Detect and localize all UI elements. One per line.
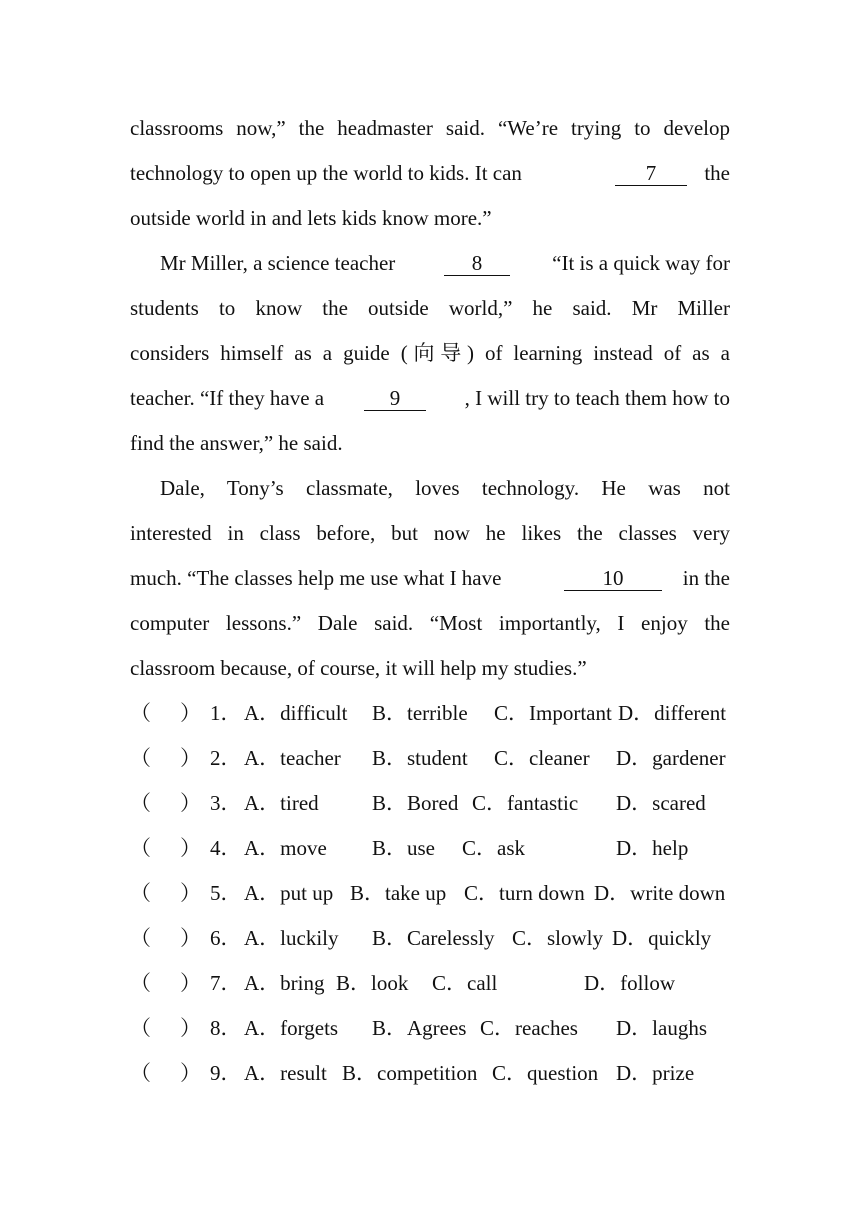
option-b: B．Carelessly	[372, 926, 495, 950]
question-number: 9．	[210, 1061, 242, 1085]
passage-text: Mr Miller, a science teacher	[160, 251, 396, 275]
passage-text: in the	[682, 566, 730, 590]
answer-paren-open: （	[130, 746, 151, 770]
question-row	[130, 878, 740, 908]
option-d: D．gardener	[616, 746, 726, 770]
question-row	[130, 1013, 740, 1043]
option-d: D．different	[618, 701, 727, 725]
answer-paren-close: ）	[180, 971, 201, 995]
option-a: A．move	[244, 836, 327, 860]
option-a: A．teacher	[244, 746, 341, 770]
option-a: A．bring	[244, 971, 325, 995]
question-row	[130, 1058, 740, 1088]
passage-text: “It is a quick way for	[552, 251, 730, 275]
passage-text: , I will try to teach them how to	[464, 386, 730, 410]
question-row	[130, 968, 740, 998]
question-number: 1．	[210, 701, 242, 725]
answer-paren-open: （	[130, 926, 151, 950]
option-a: A．put up	[244, 881, 334, 905]
question-number: 5．	[210, 881, 242, 905]
passage-line: considers himself as a guide (向导) of learning instead of as a	[130, 341, 730, 365]
option-c: C．ask	[462, 836, 525, 860]
option-c: C．slowly	[512, 926, 604, 950]
answer-paren-open: （	[130, 701, 151, 725]
option-a: A．tired	[244, 791, 319, 815]
option-b: B．terrible	[372, 701, 468, 725]
blank-7: 7	[615, 162, 687, 186]
passage-line: students to know the outside world,” he said. Mr Miller	[130, 296, 730, 320]
option-b: B．use	[372, 836, 435, 860]
blank-10: 10	[564, 567, 662, 591]
passage-text: the	[704, 161, 730, 185]
passage-line	[160, 248, 730, 278]
question-number: 7．	[210, 971, 242, 995]
question-row	[130, 923, 740, 953]
passage-line	[130, 563, 730, 593]
question-number: 3．	[210, 791, 242, 815]
option-a: A．difficult	[244, 701, 348, 725]
passage-line: classroom because, of course, it will help my studies.”	[130, 656, 587, 680]
answer-paren-close: ）	[180, 926, 201, 950]
question-row	[130, 743, 740, 773]
passage-line	[130, 158, 730, 188]
option-a: A．forgets	[244, 1016, 339, 1040]
option-d: D．laughs	[616, 1016, 707, 1040]
answer-paren-open: （	[130, 1061, 151, 1085]
option-d: D．prize	[616, 1061, 695, 1085]
passage-text: teacher. “If they have a	[130, 386, 325, 410]
answer-paren-close: ）	[180, 836, 201, 860]
answer-paren-open: （	[130, 836, 151, 860]
passage-line: outside world in and lets kids know more.”	[130, 206, 492, 230]
answer-paren-close: ）	[180, 701, 201, 725]
option-b: B．take up	[350, 881, 447, 905]
passage-line	[130, 383, 730, 413]
passage-line: Dale, Tony’s classmate, loves technology. He was not	[160, 476, 730, 500]
option-b: B．competition	[342, 1061, 478, 1085]
option-b: B．Agrees	[372, 1016, 467, 1040]
answer-paren-open: （	[130, 881, 151, 905]
passage-line: computer lessons.” Dale said. “Most importantly, I enjoy the	[130, 611, 730, 635]
answer-paren-close: ）	[180, 881, 201, 905]
option-c: C．question	[492, 1061, 599, 1085]
option-d: D．follow	[584, 971, 675, 995]
question-row	[130, 788, 740, 818]
passage-line: classrooms now,” the headmaster said. “We’re trying to develop	[130, 116, 730, 140]
answer-paren-open: （	[130, 791, 151, 815]
option-d: D．write down	[594, 881, 726, 905]
option-b: B．look	[336, 971, 409, 995]
option-c: C．cleaner	[494, 746, 590, 770]
option-b: B．student	[372, 746, 468, 770]
answer-paren-close: ）	[180, 791, 201, 815]
option-d: D．quickly	[612, 926, 712, 950]
option-a: A．luckily	[244, 926, 339, 950]
option-d: D．help	[616, 836, 689, 860]
question-number: 6．	[210, 926, 242, 950]
option-c: C．Important	[494, 701, 612, 725]
option-a: A．result	[244, 1061, 327, 1085]
option-c: C．fantastic	[472, 791, 579, 815]
option-c: C．call	[432, 971, 498, 995]
question-number: 8．	[210, 1016, 242, 1040]
passage-text: much. “The classes help me use what I have	[130, 566, 502, 590]
answer-paren-close: ）	[180, 1016, 201, 1040]
option-c: C．turn down	[464, 881, 585, 905]
question-number: 2．	[210, 746, 242, 770]
question-row	[130, 833, 740, 863]
question-number: 4．	[210, 836, 242, 860]
answer-paren-open: （	[130, 1016, 151, 1040]
blank-8: 8	[444, 252, 510, 276]
question-row	[130, 698, 740, 728]
answer-paren-open: （	[130, 971, 151, 995]
answer-paren-close: ）	[180, 1061, 201, 1085]
option-d: D．scared	[616, 791, 706, 815]
blank-9: 9	[364, 387, 426, 411]
passage-text: technology to open up the world to kids. It can	[130, 161, 522, 185]
option-b: B．Bored	[372, 791, 459, 815]
option-c: C．reaches	[480, 1016, 578, 1040]
passage-line: interested in class before, but now he likes the classes very	[130, 521, 730, 545]
passage-line: find the answer,” he said.	[130, 431, 343, 455]
answer-paren-close: ）	[180, 746, 201, 770]
